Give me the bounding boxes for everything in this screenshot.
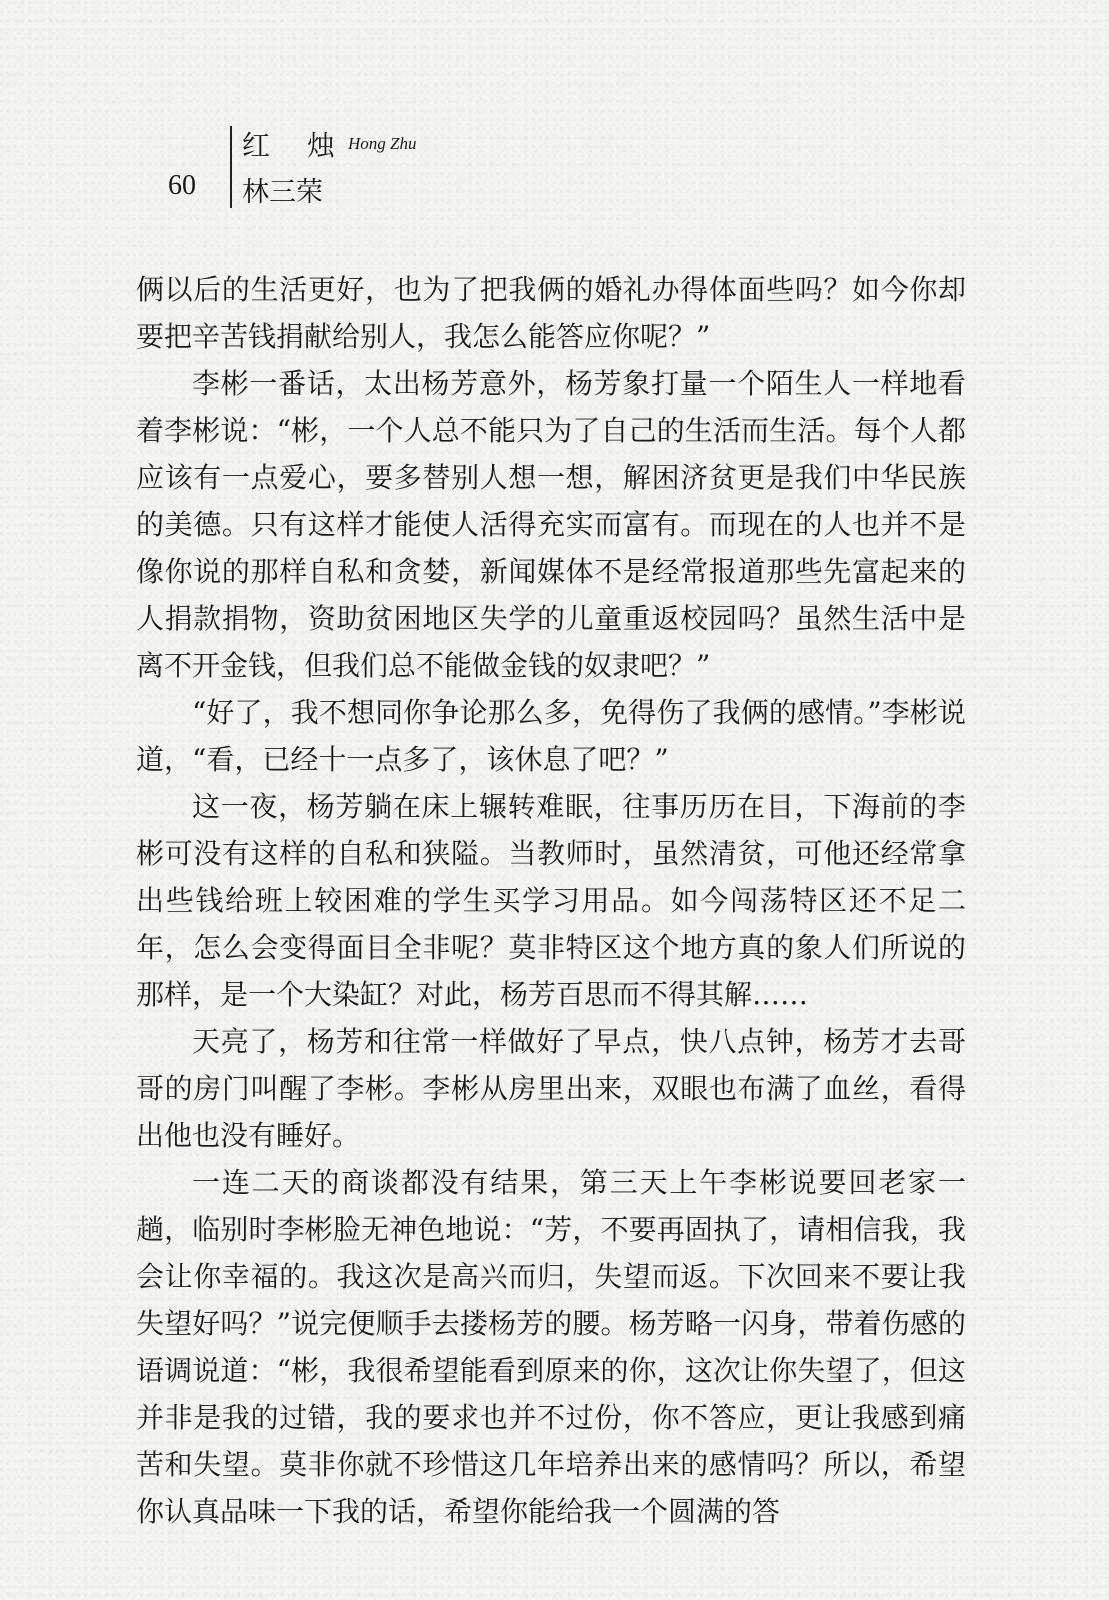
book-title: 红 烛	[242, 129, 349, 162]
book-title-pinyin: Hong Zhu	[348, 134, 417, 153]
author-name: 林三荣	[242, 177, 323, 208]
running-header	[168, 120, 568, 210]
paragraph: 天亮了，杨芳和往常一样做好了早点，快八点钟，杨芳才去哥哥的房门叫醒了李彬。李彬从房里出来，双眼也布满了血丝，看得出他也没有睡好。	[136, 1025, 966, 1152]
paragraph: 李彬一番话，太出杨芳意外，杨芳象打量一个陌生人一样地看着李彬说：“彬，一个人总不能只为了自己的生活而生活。每个人都应该有一点爱心，要多替别人想一想，解困济贫更是我们中华民族的美德。只有这样才能使人活得充实而富有。而现在的人也并不是像你说的那样自私和贪婪，新闻媒体不是经常报道那些先富起来的人捐款捐物，资助贫困地区失学的儿童重返校园吗？虽然生活中是离不开金钱，但我们总不能做金钱的奴隶吧？”	[136, 367, 966, 682]
paragraph: 俩以后的生活更好，也为了把我俩的婚礼办得体面些吗？如今你却要把辛苦钱捐献给别人，我怎么能答应你呢？”	[136, 273, 966, 353]
page-number: 60	[168, 170, 196, 201]
paragraph: “好了，我不想同你争论那么多，免得伤了我俩的感情。”李彬说道，“看，已经十一点多了，该休息了吧？”	[136, 696, 966, 776]
header-divider	[230, 126, 232, 208]
paragraph: 一连二天的商谈都没有结果，第三天上午李彬说要回老家一趟，临别时李彬脸无神色地说：“芳，不要再固执了，请相信我，我会让你幸福的。我这次是高兴而归，失望而返。下次回来不要让我失望好吗？”说完便顺手去搂杨芳的腰。杨芳略一闪身，带着伤感的语调说道：“彬，我很希望能看到原来的你，这次让你失望了，但这并非是我的过错，我的要求也并不过份，你不答应，更让我感到痛苦和失望。莫非你就不珍惜这几年培养出来的感情吗？所以，希望你认真品味一下我的话，希望你能给我一个圆满的答	[136, 1166, 966, 1528]
paragraph: 这一夜，杨芳躺在床上辗转难眠，往事历历在目，下海前的李彬可没有这样的自私和狭隘。当教师时，虽然清贫，可他还经常拿出些钱给班上较困难的学生买学习用品。如今闯荡特区还不足二年，怎么会变得面目全非呢？莫非特区这个地方真的象人们所说的那样，是一个大染缸？对此，杨芳百思而不得其解……	[136, 790, 966, 1011]
body-text	[136, 266, 966, 1535]
